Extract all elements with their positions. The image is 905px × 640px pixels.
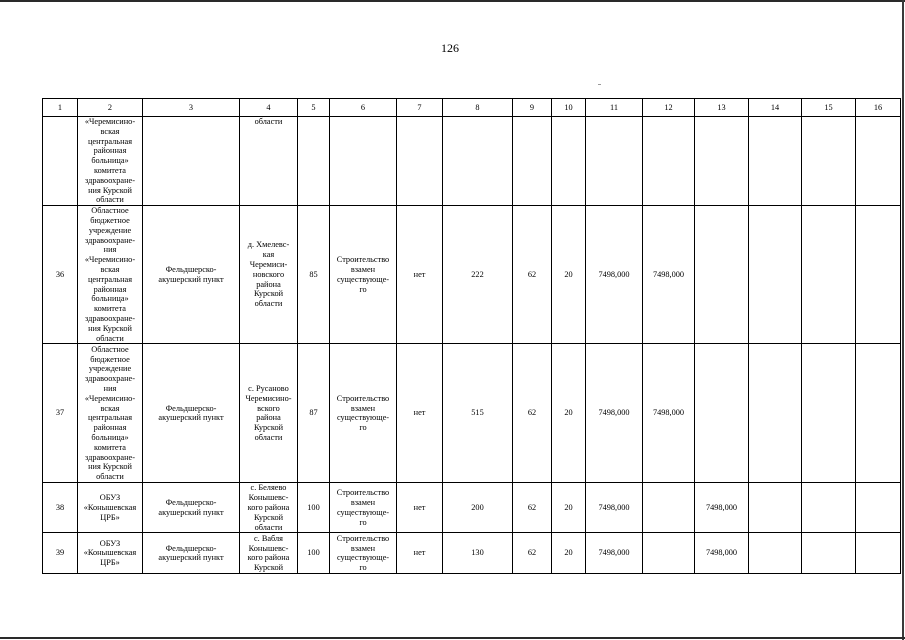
table-cell: 85 xyxy=(298,206,330,344)
table-cell xyxy=(856,533,901,574)
table-cell: Фельдшерско- акушерский пункт xyxy=(143,344,240,483)
table-cell: д. Хмелевс- кая Черемиси- новского района Курской области xyxy=(240,206,298,344)
column-header: 5 xyxy=(298,99,330,117)
table-cell xyxy=(695,344,749,483)
table-cell: «Черемисино- вская центральная районная больница» комитета здравоохране- ния Курской области xyxy=(78,117,143,206)
table-cell xyxy=(749,533,802,574)
table-cell: 515 xyxy=(443,344,513,483)
table-cell: Фельдшерско- акушерский пункт xyxy=(143,206,240,344)
table-cell: 7498,000 xyxy=(586,483,643,533)
table-cell: 62 xyxy=(513,344,552,483)
column-header: 2 xyxy=(78,99,143,117)
table-cell: 7498,000 xyxy=(695,483,749,533)
table-cell: 36 xyxy=(43,206,78,344)
table-cell: Строительство взамен существующе- го xyxy=(330,533,397,574)
table-cell xyxy=(802,117,856,206)
column-header: 8 xyxy=(443,99,513,117)
column-header: 15 xyxy=(802,99,856,117)
column-header: 3 xyxy=(143,99,240,117)
table-cell: Фельдшерско- акушерский пункт xyxy=(143,533,240,574)
table-cell: 62 xyxy=(513,206,552,344)
table-cell xyxy=(856,117,901,206)
table-row xyxy=(43,344,901,483)
table-row xyxy=(43,117,901,206)
table-cell: 20 xyxy=(552,483,586,533)
table-cell: 130 xyxy=(443,533,513,574)
table-cell: 100 xyxy=(298,483,330,533)
scan-speck xyxy=(598,84,601,85)
data-table xyxy=(42,98,901,574)
table-cell xyxy=(749,483,802,533)
column-header: 1 xyxy=(43,99,78,117)
table-cell xyxy=(856,344,901,483)
table-row xyxy=(43,483,901,533)
table-cell xyxy=(802,533,856,574)
table-cell xyxy=(802,206,856,344)
table-cell xyxy=(552,117,586,206)
table-cell: ОБУЗ «Конышевская ЦРБ» xyxy=(78,483,143,533)
table-row xyxy=(43,533,901,574)
table-cell: 100 xyxy=(298,533,330,574)
table-cell: нет xyxy=(397,344,443,483)
scan-border-bottom xyxy=(0,637,905,639)
table-cell: 7498,000 xyxy=(586,344,643,483)
column-header: 16 xyxy=(856,99,901,117)
table-cell: Областное бюджетное учреждение здравоохране- ния «Черемисино- вская центральная районная больница» комитета здравоохране- ния Курской области xyxy=(78,206,143,344)
table-cell: 37 xyxy=(43,344,78,483)
table-cell: с. Вабля Конышевс- кого района Курской xyxy=(240,533,298,574)
column-header: 7 xyxy=(397,99,443,117)
table-cell xyxy=(43,117,78,206)
table-cell xyxy=(749,344,802,483)
scan-border-top xyxy=(0,0,905,2)
table-cell: 20 xyxy=(552,533,586,574)
table-cell xyxy=(298,117,330,206)
table-cell xyxy=(749,206,802,344)
table-cell xyxy=(443,117,513,206)
table-cell: нет xyxy=(397,533,443,574)
table-cell: 20 xyxy=(552,344,586,483)
table-cell xyxy=(643,533,695,574)
table-cell: с. Русаново Черемисино- вского района Курской области xyxy=(240,344,298,483)
table-cell: 222 xyxy=(443,206,513,344)
table-cell xyxy=(695,117,749,206)
scan-border-right xyxy=(902,0,904,640)
table-cell xyxy=(643,117,695,206)
column-header: 12 xyxy=(643,99,695,117)
table-cell: 62 xyxy=(513,483,552,533)
table-cell: 38 xyxy=(43,483,78,533)
table-cell xyxy=(330,117,397,206)
table-cell: нет xyxy=(397,206,443,344)
table-header-row xyxy=(43,99,901,117)
column-header: 14 xyxy=(749,99,802,117)
table-cell: 200 xyxy=(443,483,513,533)
column-header: 6 xyxy=(330,99,397,117)
page-number: 126 xyxy=(441,41,459,55)
table-cell: 7498,000 xyxy=(586,533,643,574)
table-cell xyxy=(802,344,856,483)
table-cell xyxy=(586,117,643,206)
table-cell: Областное бюджетное учреждение здравоохране- ния «Черемисино- вская центральная районная больница» комитета здравоохране- ния Курской области xyxy=(78,344,143,483)
table-cell xyxy=(513,117,552,206)
column-header: 4 xyxy=(240,99,298,117)
table-cell xyxy=(643,483,695,533)
table-cell xyxy=(397,117,443,206)
table-cell xyxy=(856,483,901,533)
table-cell: 7498,000 xyxy=(695,533,749,574)
column-header: 11 xyxy=(586,99,643,117)
table-cell xyxy=(143,117,240,206)
table-cell xyxy=(695,206,749,344)
table-cell: ОБУЗ «Конышевская ЦРБ» xyxy=(78,533,143,574)
column-header: 13 xyxy=(695,99,749,117)
table-cell: Строительство взамен существующе- го xyxy=(330,344,397,483)
table-cell xyxy=(749,117,802,206)
table-cell: нет xyxy=(397,483,443,533)
column-header: 9 xyxy=(513,99,552,117)
table-cell: 7498,000 xyxy=(643,206,695,344)
table-cell: 7498,000 xyxy=(643,344,695,483)
table-row xyxy=(43,206,901,344)
table-cell: Строительство взамен существующе- го xyxy=(330,206,397,344)
table-cell: 39 xyxy=(43,533,78,574)
table-cell: Строительство взамен существующе- го xyxy=(330,483,397,533)
table-cell xyxy=(802,483,856,533)
table-cell: 87 xyxy=(298,344,330,483)
table-cell xyxy=(856,206,901,344)
column-header: 10 xyxy=(552,99,586,117)
table-cell: с. Беляево Конышевс- кого района Курской области xyxy=(240,483,298,533)
table-cell: 20 xyxy=(552,206,586,344)
table-cell: области xyxy=(240,117,298,206)
table-cell: Фельдшерско- акушерский пункт xyxy=(143,483,240,533)
table-cell: 62 xyxy=(513,533,552,574)
table-cell: 7498,000 xyxy=(586,206,643,344)
